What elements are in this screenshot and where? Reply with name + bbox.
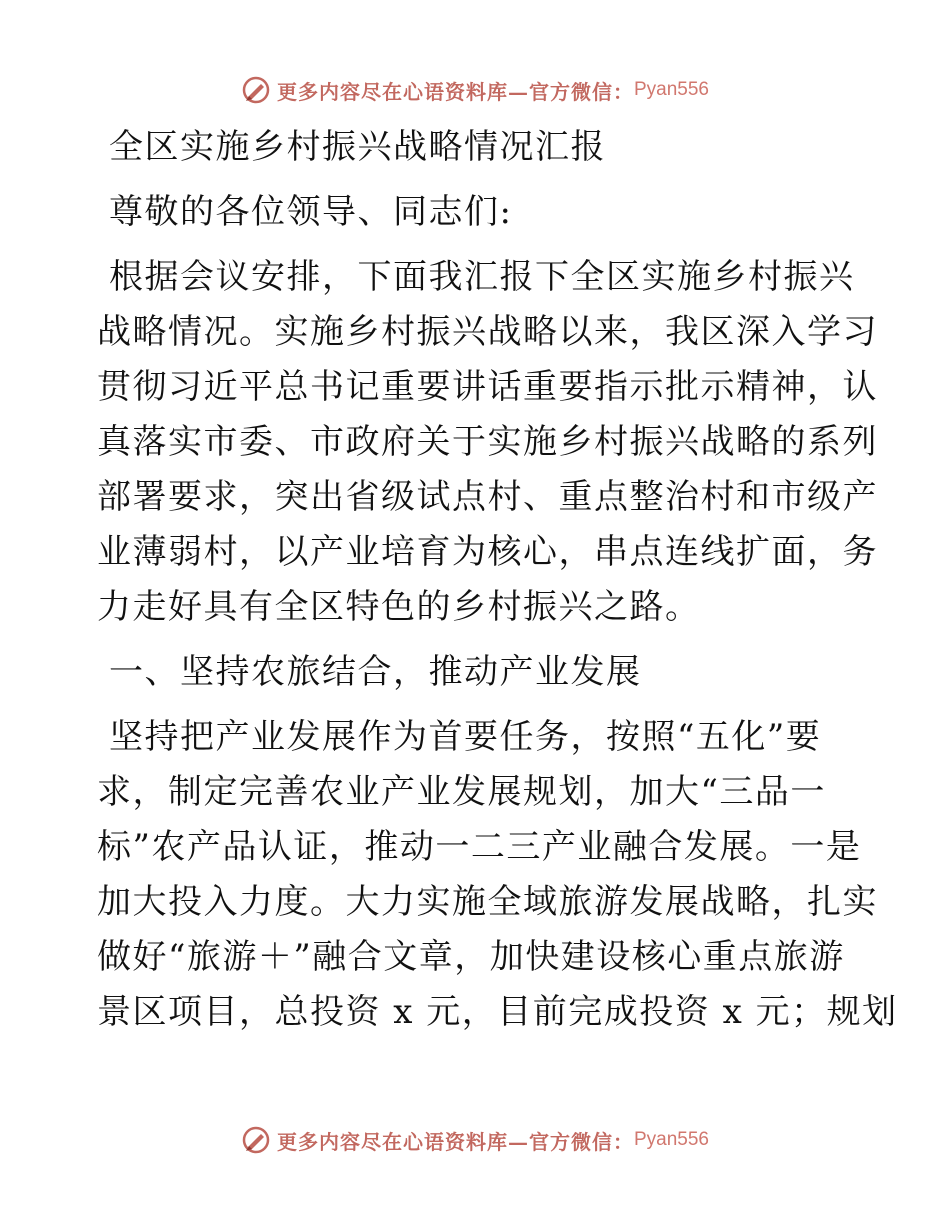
- paragraph-line: 业薄弱村，以产业培育为核心，串点连线扩面，务: [97, 532, 878, 572]
- document-title: 全区实施乡村振兴战略情况汇报: [109, 127, 606, 167]
- paragraph-line: 坚持把产业发展作为首要任务，按照“五化”要: [109, 717, 822, 757]
- paragraph-line: 真落实市委、市政府关于实施乡村振兴战略的系列: [97, 422, 878, 462]
- pen-logo-icon: [241, 1125, 271, 1155]
- paragraph-line: 部署要求，突出省级试点村、重点整治村和市级产: [97, 477, 878, 517]
- watermark-wechat-id: Pyan556: [633, 79, 709, 100]
- paragraph-line: 景区项目，总投资 x 元，目前完成投资 x 元；规划: [97, 992, 898, 1032]
- paragraph-line: 力走好具有全区特色的乡村振兴之路。: [97, 587, 701, 627]
- watermark-wechat-id: Pyan556: [633, 1129, 709, 1150]
- paragraph-line: 做好“旅游＋”融合文章，加快建设核心重点旅游: [97, 937, 845, 977]
- pen-logo-icon: [241, 75, 271, 105]
- greeting: 尊敬的各位领导、同志们:: [109, 192, 513, 232]
- paragraph-line: 贯彻习近平总书记重要讲话重要指示批示精神，认: [97, 367, 878, 407]
- section-heading: 一、坚持农旅结合，推动产业发展: [109, 652, 642, 692]
- paragraph-line: 求，制定完善农业产业发展规划，加大“三品一: [97, 772, 826, 812]
- paragraph-line: 标”农产品认证，推动一二三产业融合发展。一是: [97, 827, 862, 867]
- paragraph-industry: [97, 710, 898, 1040]
- watermark-footer: [0, 1120, 950, 1160]
- watermark-text: 更多内容尽在心语资料库—官方微信：: [276, 1129, 634, 1154]
- paragraph-line: 根据会议安排，下面我汇报下全区实施乡村振兴: [109, 257, 855, 297]
- document-body: [97, 120, 898, 1040]
- paragraph-line: 战略情况。实施乡村振兴战略以来，我区深入学习: [97, 312, 878, 352]
- paragraph-line: 加大投入力度。大力实施全域旅游发展战略，扎实: [97, 882, 878, 922]
- watermark-header: [0, 70, 950, 110]
- paragraph-intro: [97, 250, 878, 635]
- watermark-text: 更多内容尽在心语资料库—官方微信：: [276, 79, 634, 104]
